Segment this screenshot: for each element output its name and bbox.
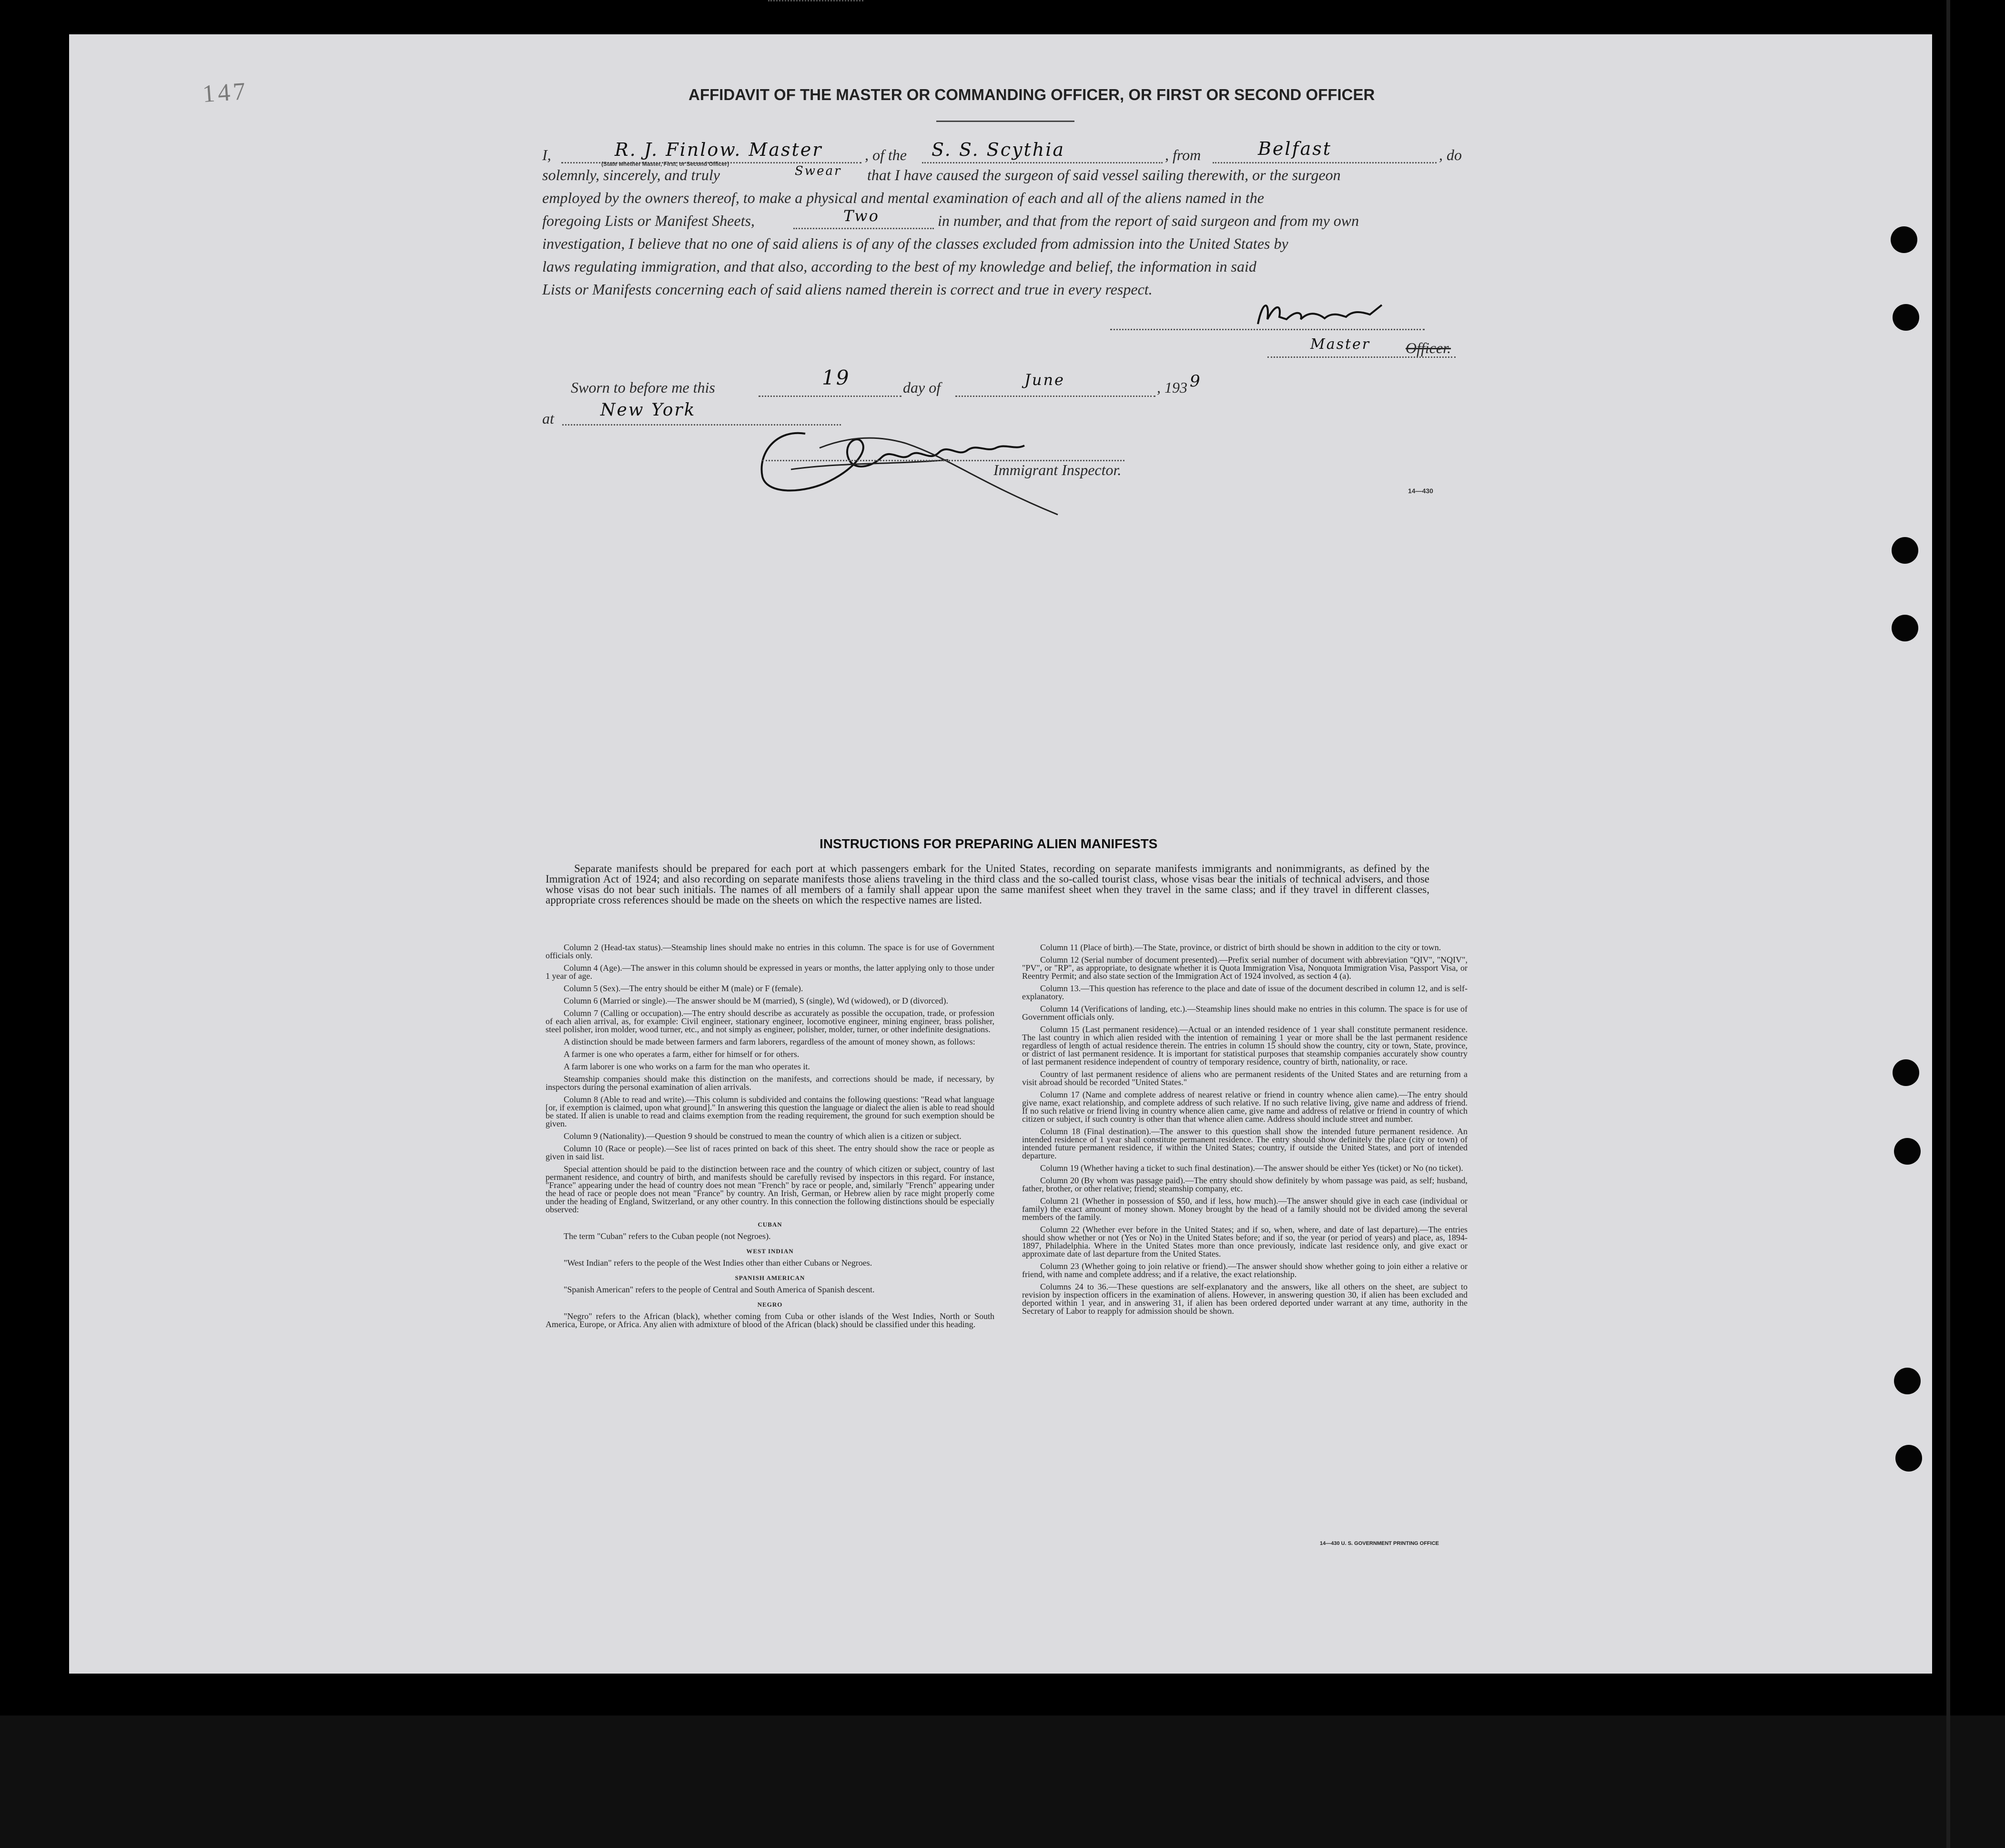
instruction-paragraph: Column 14 (Verifications of landing, etc.).—Steamship lines should make no entries in this column. The space is for use of Government officials only.	[1022, 1004, 1468, 1022]
instruction-paragraph: Column 6 (Married or single).—The answer should be M (married), S (single), Wd (widowed), or D (divorced).	[564, 996, 948, 1005]
instruction-paragraph: Special attention should be paid to the distinction between race and the country of which citizen or subject, country of last permanent residence, and country of birth, and manifests should be carefully revised by inspectors in this regard. For instance, "France" appearing under the head of country does not mean "French" by race or people, and, similarly "French" appearing under the head of race or people does not mean "France" by country. An Irish, German, or Hebrew alien by race might properly come under the heading of England, Switzerland, or any other country. In this connection the following distinctions should be especially observed:	[546, 1164, 994, 1214]
affidavit-line-2a: solemnly, sincerely, and truly	[542, 166, 720, 183]
affidavit-line-7: Lists or Manifests concerning each of said aliens named therein is correct and true in every respect.	[542, 281, 1153, 298]
handwritten-title: Master	[1310, 336, 1371, 353]
handwritten-oath: Swear	[795, 164, 842, 178]
instruction-paragraph: Column 22 (Whether ever before in the United States; and if so, when, where, and date of last departure).—The entries should show whether or not (Yes or No) in the United States before; and if so, the year (or period of years) and place, as, 1894-1897, Philadelphia. Where in the United States more than once previously, indicate last residence only, and give exact or approximate date of last departure from the United States.	[1022, 1225, 1468, 1259]
year-label: , 193	[1157, 379, 1187, 396]
from-label: , from	[1165, 146, 1201, 163]
do-label: , do	[1439, 146, 1462, 163]
affidavit-line-1: I,	[542, 146, 551, 163]
handwritten-port: Belfast	[1258, 138, 1332, 159]
month-blank	[955, 396, 1155, 397]
affidavit-line-4b: in number, and that from the report of said surgeon and from my own	[938, 212, 1359, 229]
instruction-paragraph: Column 8 (Able to read and write).—This column is subdivided and contains the following questions: "Read what language [or, if exemption is claimed, upon what ground]." In answering this question the language or dialect the alien is able to read should be stated. If alien is unable to read and claims exemption from the reading requirement, the ground for such exemption should be given.	[546, 1095, 994, 1128]
instruction-paragraph: Column 19 (Whether having a ticket to such final destination).—The answer should be either Yes (ticket) or No (no ticket).	[1040, 1163, 1463, 1173]
negro-definition: "Negro" refers to the African (black), whether coming from Cuba or other islands of the West Indies, North or South America, Europe, or Africa. Any alien with admixture of blood of the African (black) should be classified under this heading.	[546, 1311, 994, 1329]
form-number: 14—430	[1408, 487, 1433, 495]
handwritten-year-digit: 9	[1190, 372, 1202, 391]
affidavit-line-4a: foregoing Lists or Manifest Sheets,	[542, 212, 755, 229]
binder-hole	[1893, 304, 1919, 331]
instruction-paragraph: A farmer is one who operates a farm, either for himself or for others.	[564, 1049, 800, 1059]
instruction-paragraph: Column 10 (Race or people).—See list of races printed on back of this sheet. The entry should show the race or people as given in said list.	[546, 1144, 994, 1161]
instruction-paragraph: A farm laborer is one who works on a farm for the man who operates it.	[564, 1062, 810, 1071]
binder-hole	[1894, 1138, 1921, 1165]
at-label: at	[542, 410, 554, 427]
instruction-paragraph: Column 9 (Nationality).—Question 9 should be construed to mean the country of which alien is a citizen or subject.	[564, 1131, 962, 1141]
instructions-left-column	[546, 944, 994, 1333]
instruction-paragraph: Column 20 (By whom was passage paid).—The entry should show definitely by whom passage was paid, as self; husband, father, brother, or other relative; friend; steamship company, etc.	[1022, 1176, 1468, 1193]
handwritten-month: June	[1024, 371, 1065, 389]
handwritten-day: 19	[822, 366, 851, 389]
of-the-label: , of the	[865, 146, 907, 163]
master-signature	[1248, 291, 1391, 334]
binder-hole	[1891, 226, 1917, 253]
instruction-paragraph: Column 15 (Last permanent residence).—Actual or an intended residence of 1 year shall constitute permanent residence. The last country in which alien resided with the intention of remaining 1 year or more shall be the last permanent residence regardless of length of actual residence therein. The entries in column 15 should show the country, city or town, State, province, or district of last permanent residence. It is important for statistical purposes that steamship companies accurately show country of last permanent residence independent of country of temporary residence, country of birth, nationality, or race.	[1022, 1025, 1468, 1066]
heading-west-indian: WEST INDIAN	[746, 1248, 794, 1255]
instruction-paragraph: Country of last permanent residence of aliens who are permanent residents of the United States and are returning from a visit abroad should be recorded "United States."	[1022, 1069, 1468, 1087]
instruction-paragraph: Column 12 (Serial number of document presented).—Prefix serial number of document with abbreviation "QIV", "NQIV", "PV", or "RP", as appropriate, to designate whether it is Quota Immigration Visa, Nonquota Immigration Visa, Passport Visa, or Reentry Permit; and also state section of the Immigration Act of 1924 involved, as section 4 (a).	[1022, 955, 1468, 981]
officer-rank-note: (State whether Master, First, or Second Officer)	[601, 161, 729, 167]
binder-hole	[1895, 1445, 1922, 1472]
port-blank	[1213, 162, 1437, 163]
handwritten-vessel: S. S. Scythia	[932, 139, 1065, 160]
sheets-blank	[793, 228, 934, 229]
spanish-american-definition: "Spanish American" refers to the people of Central and South America of Spanish descent.	[564, 1285, 875, 1294]
instruction-paragraph: Column 18 (Final destination).—The answer to this question shall show the intended future permanent residence. An intended residence of 1 year shall constitute permanent residence. The entry should show definitely the place (city or town) of intended future permanent residence, if within the United States; country, if outside the United States, and port of intended departure.	[1022, 1127, 1468, 1160]
oath-blank	[768, 0, 863, 1]
day-of-label: day of	[903, 379, 941, 396]
title-rule	[936, 121, 1074, 122]
signature-blank	[1110, 329, 1425, 330]
binder-hole	[1893, 1059, 1919, 1086]
inspector-label: Immigrant Inspector.	[993, 461, 1122, 478]
affidavit-line-5: investigation, I believe that no one of said aliens is of any of the classes excluded from admission into the United States by	[542, 235, 1288, 252]
instruction-paragraph: Steamship companies should make this distinction on the manifests, and corrections should be made, if necessary, by inspectors during the personal examination of alien arrivals.	[546, 1074, 994, 1092]
handwritten-sheets: Two	[843, 207, 880, 225]
binder-hole	[1892, 537, 1918, 564]
instruction-paragraph: Column 5 (Sex).—The entry should be either M (male) or F (female).	[564, 984, 803, 993]
vessel-blank	[922, 162, 1163, 163]
binder-hole	[1894, 1368, 1921, 1394]
instructions-title: INSTRUCTIONS FOR PREPARING ALIEN MANIFESTS	[820, 836, 1158, 851]
affidavit-title: AFFIDAVIT OF THE MASTER OR COMMANDING OFFICER, OR FIRST OR SECOND OFFICER	[689, 86, 1375, 103]
instructions-right-column	[1022, 944, 1468, 1320]
affidavit-line-2b: that I have caused the surgeon of said vessel sailing therewith, or the surgeon	[867, 166, 1341, 183]
film-frame-line	[1946, 0, 1950, 1848]
instruction-paragraph: Column 17 (Name and complete address of nearest relative or friend in country whence alien came).—The entry should give name, exact relationship, and complete address of such relative. If no such relative living, give name and address of friend. If no such relative or friend living in country whence alien came, give name and address of relative or friend in country of which citizen or subject, if such country is other than that whence alien came. Address should include street and number.	[1022, 1090, 1468, 1124]
instruction-paragraph: A distinction should be made between farmers and farm laborers, regardless of the amount of money shown, as follows:	[564, 1037, 975, 1046]
affidavit-line-3: employed by the owners thereof, to make a physical and mental examination of each and all of the aliens named in the	[542, 189, 1264, 206]
cuban-definition: The term "Cuban" refers to the Cuban people (not Negroes).	[564, 1231, 771, 1241]
binder-hole	[1892, 615, 1918, 641]
west-indian-definition: "West Indian" refers to the people of the West Indies other than either Cubans or Negroes.	[564, 1258, 872, 1268]
instruction-paragraph: Column 7 (Calling or occupation).—The entry should describe as accurately as possible the occupation, trade, or profession of each alien arrival, as, for example: Civil engineer, stationary engineer, locomotive engineer, mining engineer, brass polisher, steel polisher, iron molder, wood turner, etc., and not simply as engineer, polisher, molder, turner, or other indefinite designations.	[546, 1008, 994, 1034]
heading-spanish-american: SPANISH AMERICAN	[735, 1274, 805, 1281]
instructions-intro: Separate manifests should be prepared for each port at which passengers embark for the United States, recording on separate manifests immigrants and nonimmigrants, as defined by the Immigration Act of 1924; and also recording on separate manifests those aliens traveling in the third class and the so-called tourist class, whose visas bear the initials of technical advisers, and those whose visas do not bear such initials. The names of all members of a family shall appear upon the same manifest sheet when they travel in the same class; and if they travel in different classes, appropriate cross references should be made on the sheets on which the respective names are listed.	[546, 863, 1429, 906]
heading-cuban: CUBAN	[758, 1221, 782, 1228]
day-blank	[759, 396, 901, 397]
officer-label: Officer.	[1406, 339, 1451, 356]
affidavit-line-6: laws regulating immigration, and that also, according to the best of my knowledge and belief, the information in said	[542, 258, 1256, 275]
film-edge	[0, 1716, 2005, 1848]
handwritten-name: R. J. Finlow. Master	[615, 139, 823, 160]
printing-office-footer: 14—430 U. S. GOVERNMENT PRINTING OFFICE	[1320, 1541, 1439, 1546]
heading-negro: NEGRO	[757, 1301, 783, 1308]
instruction-paragraph: Column 4 (Age).—The answer in this column should be expressed in years or months, the latter applying only to those under 1 year of age.	[546, 963, 994, 981]
instruction-paragraph: Column 13.—This question has reference to the place and date of issue of the document described in column 12, and is self-explanatory.	[1022, 984, 1468, 1001]
sworn-prefix: Sworn to before me this	[571, 379, 715, 396]
instruction-paragraph: Column 2 (Head-tax status).—Steamship lines should make no entries in this column. The space is for use of Government officials only.	[546, 943, 994, 960]
instruction-paragraph: Column 11 (Place of birth).—The State, province, or district of birth should be shown in addition to the city or town.	[1040, 943, 1441, 952]
handwritten-place: New York	[600, 400, 696, 420]
instruction-paragraph: Column 23 (Whether going to join relative or friend).—The answer should show whether going to join either a relative or friend, with name and complete address; and if a relative, the exact relationship.	[1022, 1261, 1468, 1279]
instruction-paragraph: Column 21 (Whether in possession of $50, and if less, how much).—The answer should give in each case (individual or family) the exact amount of money shown. Money brought by the head of a family should not be divided among the several members of the family.	[1022, 1196, 1468, 1222]
page-number-mark: 147	[202, 77, 249, 108]
instruction-paragraph: Columns 24 to 36.—These questions are self-explanatory and the answers, like all others on the sheet, are subject to revision by inspection officers in the examination of aliens. However, in answering question 30, if alien has been excluded and deported within 1 year, and in answering 31, if alien has been ordered deported under warrant at any time, authority in the Secretary of Labor to reapply for admission should be shown.	[1022, 1282, 1468, 1316]
